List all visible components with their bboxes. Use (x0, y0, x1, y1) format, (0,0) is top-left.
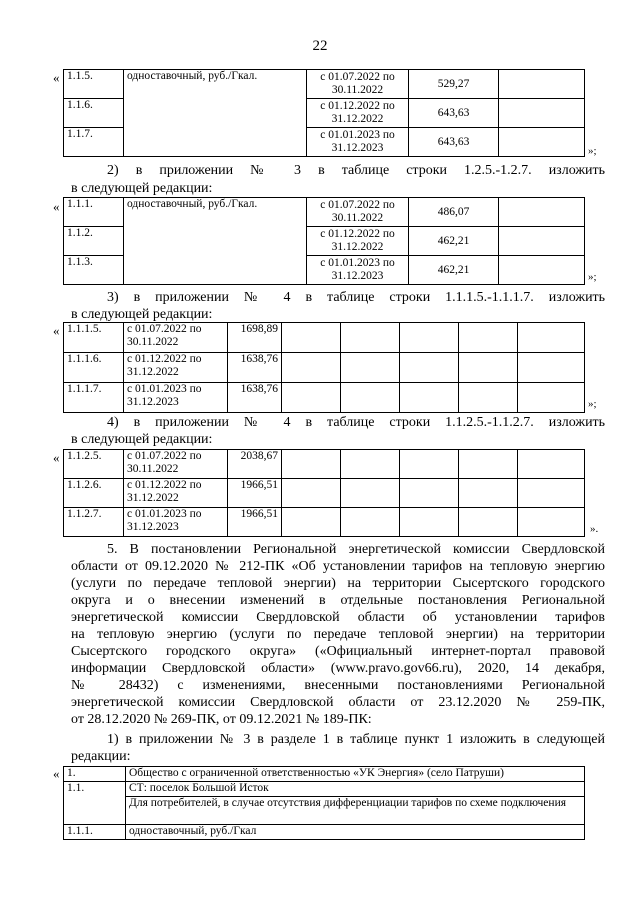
row-value: 462,21 (409, 227, 499, 256)
row-code: 1.1. (64, 782, 126, 825)
item-2-line-1: 2) в приложении № 3 в таблице строки 1.2.5.-1.2.7. изложить (107, 163, 606, 178)
row-period: с 01.07.2022 по 30.11.2022 (307, 198, 409, 227)
table-row (64, 797, 585, 825)
row-value: 1698,89 (228, 323, 282, 353)
row-period: с 01.01.2023 по 31.12.2023 (124, 508, 228, 537)
table-row (64, 782, 585, 797)
quote-close: »; (588, 271, 597, 283)
section-5-line: от 28.12.2020 № 269-ПК, от 09.12.2021 № 189-ПК: (71, 712, 372, 727)
empty-cell (282, 450, 341, 479)
empty-cell (518, 508, 585, 537)
table-row (64, 767, 585, 782)
table-row (64, 479, 585, 508)
row-code: 1. (64, 767, 126, 782)
section-5-line: (услуги по передаче тепловой энергии) на территории Сысертского городского (71, 576, 605, 591)
row-text: Для потребителей, в случае отсутствия дифференциации тарифов по схеме подключения (126, 797, 585, 825)
row-period: с 01.07.2022 по 30.11.2022 (124, 323, 228, 353)
section-5-sub-1-line-1: 1) в приложении № 3 в разделе 1 в таблице пункт 1 изложить в следующей (107, 732, 605, 747)
row-period: с 01.01.2023 по 31.12.2023 (307, 128, 409, 157)
tariff-table-3 (63, 322, 585, 413)
empty-cell (341, 353, 400, 383)
item-3-line-1: 3) в приложении № 4 в таблице строки 1.1.1.5.-1.1.1.7. изложить (107, 290, 606, 305)
row-period: с 01.01.2023 по 31.12.2023 (307, 256, 409, 285)
empty-cell (518, 353, 585, 383)
tariff-table-1 (63, 69, 585, 157)
empty-cell (341, 383, 400, 413)
empty-cell (459, 323, 518, 353)
section-5-line: информации Свердловской области» (www.pravo.gov66.ru), 2020, 14 декабря, (71, 661, 605, 676)
empty-cell (459, 479, 518, 508)
empty-cell (459, 508, 518, 537)
section-5-line: № 28432) с изменениями, внесенными постановлениями Региональной (71, 678, 605, 693)
row-value: 1966,51 (228, 479, 282, 508)
row-value: 643,63 (409, 128, 499, 157)
quote-open: « (53, 766, 60, 781)
row-code: 1.1.6. (64, 99, 124, 128)
row-code: 1.1.5. (64, 70, 124, 99)
empty-cell (400, 450, 459, 479)
section-5-sub-1-line-2: редакции: (71, 749, 131, 764)
row-value: 1638,76 (228, 383, 282, 413)
empty-cell (400, 353, 459, 383)
empty-cell (400, 508, 459, 537)
row-value: 1966,51 (228, 508, 282, 537)
row-description: одноставочный, руб./Гкал. (124, 198, 307, 285)
table-row (64, 323, 585, 353)
empty-cell (400, 383, 459, 413)
quote-open: « (53, 70, 60, 85)
table-row (64, 383, 585, 413)
row-code: 1.1.2.5. (64, 450, 124, 479)
row-period: с 01.12.2022 по 31.12.2022 (307, 99, 409, 128)
row-code: 1.1.2. (64, 227, 124, 256)
empty-cell (518, 383, 585, 413)
empty-cell (282, 508, 341, 537)
empty-cell (459, 383, 518, 413)
empty-cell (282, 383, 341, 413)
empty-cell (499, 198, 585, 227)
row-code: 1.1.1. (64, 198, 124, 227)
empty-cell (518, 479, 585, 508)
item-4-line-2: в следующей редакции: (71, 432, 213, 447)
row-value: 2038,67 (228, 450, 282, 479)
section-5-line: Сысертского городского округа» («Официальный интернет-портал правовой (71, 644, 605, 659)
tariff-table-4 (63, 449, 585, 537)
table-row (64, 508, 585, 537)
row-period: с 01.12.2022 по 31.12.2022 (124, 353, 228, 383)
quote-open: « (53, 323, 60, 338)
row-text: одноставочный, руб./Гкал (126, 825, 585, 840)
row-description: одноставочный, руб./Гкал. (124, 70, 307, 157)
empty-cell (518, 450, 585, 479)
page-number: 22 (312, 38, 328, 54)
row-value: 529,27 (409, 70, 499, 99)
quote-close: ». (590, 523, 599, 535)
item-2-line-2: в следующей редакции: (71, 181, 213, 196)
quote-open: « (53, 199, 60, 214)
row-period: с 01.01.2023 по 31.12.2023 (124, 383, 228, 413)
empty-cell (499, 70, 585, 99)
empty-cell (499, 227, 585, 256)
section-5-line: округа и о внесении изменений в отдельные постановления Региональной (71, 593, 605, 608)
row-text: Общество с ограниченной ответственностью «УК Энергия» (село Патруши) (126, 767, 585, 782)
tariff-table-5 (63, 766, 585, 840)
quote-close: »; (588, 398, 597, 410)
row-code: 1.1.1.5. (64, 323, 124, 353)
row-value: 643,63 (409, 99, 499, 128)
empty-cell (341, 508, 400, 537)
row-value: 462,21 (409, 256, 499, 285)
empty-cell (518, 323, 585, 353)
empty-cell (400, 479, 459, 508)
empty-cell (459, 450, 518, 479)
table-row (64, 70, 585, 99)
table-row (64, 450, 585, 479)
quote-close: »; (588, 145, 597, 157)
row-code: 1.1.1.6. (64, 353, 124, 383)
empty-cell (282, 353, 341, 383)
row-period: с 01.07.2022 по 30.11.2022 (124, 450, 228, 479)
row-code: 1.1.2.6. (64, 479, 124, 508)
section-5-line: области от 09.12.2020 № 212-ПК «Об установлении тарифов на тепловую энергию (71, 559, 605, 574)
row-code: 1.1.1. (64, 825, 126, 840)
section-5-line: энергетической комиссии Свердловской области от 23.12.2020 № 259-ПК, (71, 695, 605, 710)
empty-cell (341, 450, 400, 479)
row-period: с 01.07.2022 по 30.11.2022 (307, 70, 409, 99)
row-code: 1.1.1.7. (64, 383, 124, 413)
empty-cell (400, 323, 459, 353)
row-period: с 01.12.2022 по 31.12.2022 (307, 227, 409, 256)
quote-open: « (53, 450, 60, 465)
table-row (64, 825, 585, 840)
empty-cell (341, 323, 400, 353)
tariff-table-2 (63, 197, 585, 285)
empty-cell (341, 479, 400, 508)
row-text: СТ: поселок Большой Исток (126, 782, 585, 797)
table-row (64, 353, 585, 383)
table-row (64, 198, 585, 227)
row-value: 486,07 (409, 198, 499, 227)
item-4-line-1: 4) в приложении № 4 в таблице строки 1.1.2.5.-1.1.2.7. изложить (107, 415, 606, 430)
section-5-line: на тепловую энергию (услуги по передаче тепловой энергии) на территории (71, 627, 605, 642)
item-3-line-2: в следующей редакции: (71, 307, 213, 322)
empty-cell (459, 353, 518, 383)
empty-cell (282, 323, 341, 353)
section-5-line: 5. В постановлении Региональной энергетической комиссии Свердловской (107, 542, 605, 557)
section-5-line: энергетической комиссии Свердловской области об установлении тарифов (71, 610, 605, 625)
row-period: с 01.12.2022 по 31.12.2022 (124, 479, 228, 508)
row-code: 1.1.3. (64, 256, 124, 285)
empty-cell (499, 128, 585, 157)
row-code: 1.1.7. (64, 128, 124, 157)
row-value: 1638,76 (228, 353, 282, 383)
empty-cell (499, 256, 585, 285)
row-code: 1.1.2.7. (64, 508, 124, 537)
empty-cell (282, 479, 341, 508)
empty-cell (499, 99, 585, 128)
